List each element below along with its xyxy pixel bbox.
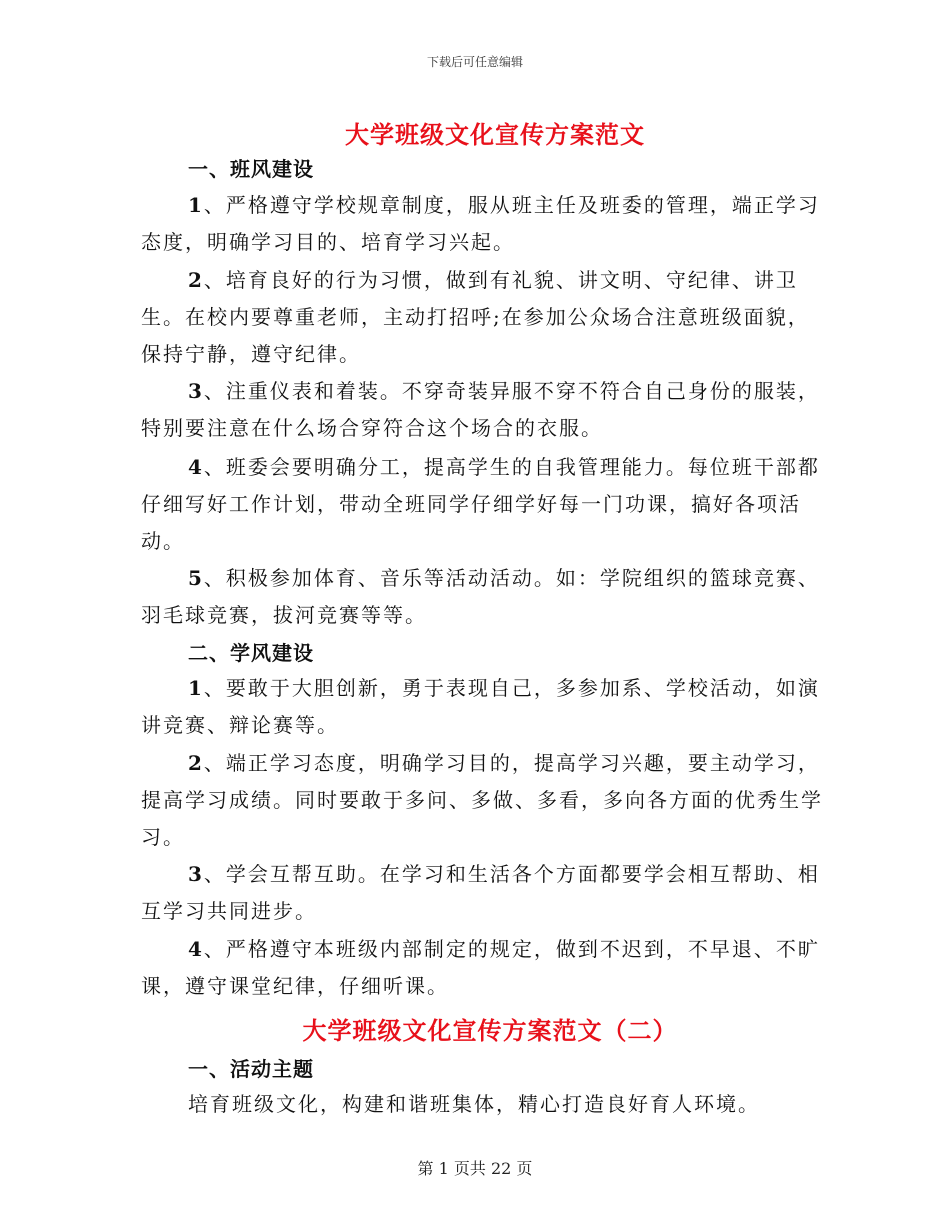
item-text: 、注重仪表和着装。不穿奇装异服不穿不符合自己身份的服装，特别要注意在什么场合穿符合这个场合的衣服。: [141, 379, 820, 440]
paragraph-item-1: [141, 187, 831, 261]
document-title: 大学班级文化宣传方案范文: [345, 120, 645, 149]
item-number: 5: [188, 566, 204, 590]
section-heading-class-style: 一、班风建设: [188, 157, 314, 181]
section-heading-study-style: 二、学风建设: [188, 641, 314, 665]
paragraph-item-3: [141, 373, 831, 447]
activity-theme-text: 培育班级文化，构建和谐班集体，精心打造良好育人环境。: [188, 1092, 760, 1116]
item-text: 、班委会要明确分工，提高学生的自我管理能力。每位班干部都仔细写好工作计划，带动全班同学仔细学好每一门功课，搞好各项活动。: [141, 455, 820, 553]
paragraph-study-item-2: [141, 745, 831, 856]
item-text: 、要敢于大胆创新，勇于表现自己，多参加系、学校活动，如演讲竞赛、辩论赛等。: [141, 676, 820, 737]
item-text: 、严格遵守本班级内部制定的规定，做到不迟到，不早退、不旷课，遵守课堂纪律，仔细听课。: [141, 937, 820, 998]
item-number: 2: [188, 751, 204, 775]
item-text: 、学会互帮互助。在学习和生活各个方面都要学会相互帮助、相互学习共同进步。: [141, 862, 820, 923]
item-number: 1: [188, 676, 204, 700]
paragraph-study-item-3: [141, 856, 831, 930]
item-number: 4: [188, 937, 204, 961]
item-text: 、端正学习态度，明确学习目的，提高学习兴趣，要主动学习，提高学习成绩。同时要敢于多问、多做、多看，多向各方面的优秀生学习。: [141, 751, 823, 849]
item-number: 4: [188, 455, 204, 479]
page-footer: 第 1 页共 22 页: [417, 1159, 533, 1178]
item-number: 1: [188, 193, 204, 217]
item-number: 3: [188, 379, 204, 403]
item-text: 、严格遵守学校规章制度，服从班主任及班委的管理，端正学习态度，明确学习目的、培育学习兴起。: [141, 193, 820, 254]
document-title-2: 大学班级文化宣传方案范文（二）: [302, 1016, 678, 1045]
paragraph-study-item-1: [141, 670, 831, 744]
paragraph-item-5: [141, 560, 831, 634]
paragraph-study-item-4: [141, 931, 831, 1005]
header-note: 下载后可任意编辑: [426, 55, 523, 69]
paragraph-item-2: [141, 262, 831, 373]
paragraph-item-4: [141, 449, 831, 560]
section-heading-activity-theme: 一、活动主题: [188, 1057, 314, 1081]
item-number: 2: [188, 268, 204, 292]
item-number: 3: [188, 862, 204, 886]
item-text: 、积极参加体育、音乐等活动活动。如：学院组织的篮球竞赛、羽毛球竞赛，拔河竞赛等等。: [141, 566, 820, 627]
item-text: 、培育良好的行为习惯，做到有礼貌、讲文明、守纪律、讲卫生。在校内要尊重老师，主动打招呼;在参加公众场合注意班级面貌，保持宁静，遵守纪律。: [141, 268, 810, 366]
